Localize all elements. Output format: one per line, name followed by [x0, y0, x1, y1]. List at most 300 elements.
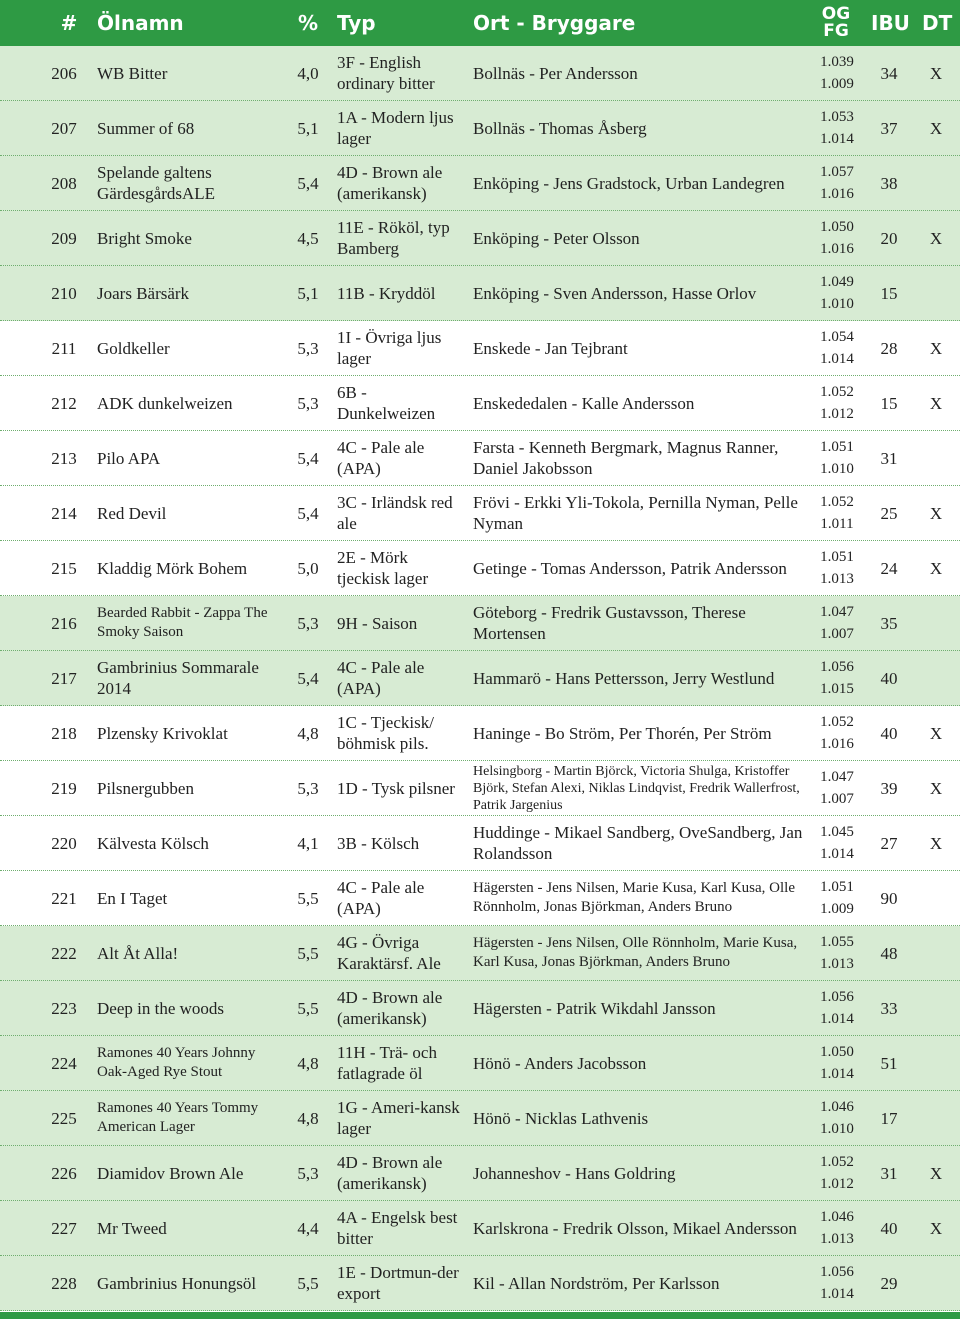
cell-text: 9H - Saison: [337, 613, 418, 633]
beer-name: [97, 981, 287, 1035]
beer-number: [40, 1091, 88, 1145]
table-row: [0, 321, 960, 376]
beer-name: [97, 706, 287, 760]
cell-text: Goldkeller: [97, 338, 170, 358]
header-location-brewer: Ort - Bryggare: [473, 11, 636, 35]
header-fg: FG: [823, 21, 849, 41]
beer-number: [40, 46, 88, 100]
beer-dt-mark: [916, 596, 956, 650]
beer-fg: 1.009: [820, 76, 854, 92]
beer-abv: [288, 816, 328, 870]
cell-text: 4,8: [297, 723, 319, 743]
cell-text: 6B - Dunkelweizen: [337, 383, 436, 423]
cell-text: 216: [51, 613, 77, 633]
cell-text: Hägersten - Patrik Wikdahl Jansson: [473, 998, 716, 1018]
cell-text: Göteborg - Fredrik Gustavsson, Therese Mortensen: [473, 603, 746, 643]
beer-number: [40, 761, 88, 815]
table-row: [0, 1146, 960, 1201]
table-row: [0, 871, 960, 926]
beer-fg: 1.014: [820, 1286, 854, 1302]
cell-text: 226: [51, 1163, 77, 1183]
table-row: [0, 46, 960, 101]
cell-text: 4G - Övriga Karaktärsf. Ale: [337, 933, 441, 973]
header-dt: DT: [922, 11, 953, 35]
cell-text: X: [929, 503, 943, 523]
beer-name: [97, 486, 287, 540]
cell-text: 213: [51, 448, 77, 468]
cell-text: 211: [51, 338, 77, 358]
beer-og: 1.045: [820, 824, 854, 840]
beer-ibu: [868, 46, 910, 100]
beer-name: [97, 1091, 287, 1145]
table-row: [0, 1091, 960, 1146]
beer-og: 1.050: [820, 1044, 854, 1060]
beer-abv: [288, 431, 328, 485]
beer-style: [337, 266, 462, 320]
table-row: [0, 541, 960, 596]
beer-gravity: [812, 376, 862, 430]
cell-text: 5,5: [297, 943, 319, 963]
beer-gravity: [812, 101, 862, 155]
cell-text: 11B - Kryddöl: [337, 283, 436, 303]
table-row: [0, 376, 960, 431]
cell-text: 15: [880, 393, 898, 413]
beer-abv: [288, 1036, 328, 1090]
beer-ibu: [868, 376, 910, 430]
beer-style: [337, 1091, 462, 1145]
beer-og: 1.049: [820, 274, 854, 290]
beer-style: [337, 376, 462, 430]
beer-brewer: [473, 926, 803, 980]
cell-text: 4C - Pale ale (APA): [337, 878, 425, 918]
cell-text: Huddinge - Mikael Sandberg, OveSandberg, Jan Rolandsson: [473, 823, 803, 863]
beer-number: [40, 1036, 88, 1090]
beer-abv: [288, 596, 328, 650]
beer-brewer: [473, 211, 803, 265]
beer-name: [97, 596, 287, 650]
header-og-fg: [818, 0, 854, 46]
beer-number: [40, 486, 88, 540]
beer-abv: [288, 761, 328, 815]
cell-text: 219: [51, 778, 77, 798]
beer-number: [40, 211, 88, 265]
beer-og: 1.047: [820, 769, 854, 785]
cell-text: 51: [880, 1053, 898, 1073]
beer-brewer: [473, 596, 803, 650]
beer-brewer: [473, 871, 803, 925]
beer-style: [337, 321, 462, 375]
cell-text: Enköping - Peter Olsson: [473, 228, 640, 248]
beer-name: [97, 761, 287, 815]
beer-fg: 1.016: [820, 736, 854, 752]
cell-text: 222: [51, 943, 77, 963]
beer-number: [40, 431, 88, 485]
cell-text: 1C - Tjeckisk/ böhmisk pils.: [337, 713, 434, 753]
cell-text: 209: [51, 228, 77, 248]
beer-style: [337, 1146, 462, 1200]
beer-abv: [288, 266, 328, 320]
cell-text: 24: [880, 558, 898, 578]
cell-text: Alt Åt Alla!: [97, 943, 179, 963]
beer-style: [337, 1201, 462, 1255]
cell-text: Bearded Rabbit - Zappa The Smoky Saison: [97, 605, 268, 640]
beer-name: [97, 651, 287, 705]
beer-ibu: [868, 981, 910, 1035]
beer-fg: 1.009: [820, 901, 854, 917]
beer-style: [337, 1256, 462, 1310]
cell-text: 228: [51, 1273, 77, 1293]
cell-text: 223: [51, 998, 77, 1018]
cell-text: 215: [51, 558, 77, 578]
beer-dt-mark: [916, 431, 956, 485]
beer-brewer: [473, 541, 803, 595]
beer-dt-mark: [916, 266, 956, 320]
beer-abv: [288, 486, 328, 540]
cell-text: 224: [51, 1053, 77, 1073]
beer-ibu: [868, 156, 910, 210]
beer-gravity: [812, 156, 862, 210]
cell-text: Summer of 68: [97, 118, 195, 138]
beer-style: [337, 101, 462, 155]
cell-text: 28: [880, 338, 898, 358]
cell-text: 34: [880, 63, 898, 83]
beer-ibu: [868, 541, 910, 595]
cell-text: 29: [880, 1273, 898, 1293]
cell-text: Bright Smoke: [97, 228, 192, 248]
cell-text: 4,8: [297, 1108, 319, 1128]
cell-text: Hönö - Nicklas Lathvenis: [473, 1108, 649, 1128]
cell-text: Hönö - Anders Jacobsson: [473, 1053, 647, 1073]
table-row: [0, 211, 960, 266]
cell-text: 4D - Brown ale (amerikansk): [337, 988, 443, 1028]
beer-fg: 1.011: [820, 516, 854, 532]
cell-text: Pilo APA: [97, 448, 161, 468]
beer-gravity: [812, 1201, 862, 1255]
cell-text: X: [929, 558, 943, 578]
cell-text: En I Taget: [97, 888, 168, 908]
beer-gravity: [812, 541, 862, 595]
beer-number: [40, 266, 88, 320]
beer-dt-mark: [916, 1256, 956, 1310]
header-type: Typ: [337, 11, 376, 35]
beer-name: [97, 1256, 287, 1310]
beer-gravity: [812, 211, 862, 265]
beer-og: 1.051: [820, 439, 854, 455]
cell-text: 5,4: [297, 668, 319, 688]
cell-text: Joars Bärsärk: [97, 283, 190, 303]
beer-gravity: [812, 486, 862, 540]
beer-fg: 1.007: [820, 791, 854, 807]
cell-text: 227: [51, 1218, 77, 1238]
beer-brewer: [473, 761, 803, 815]
beer-ibu: [868, 816, 910, 870]
beer-fg: 1.013: [820, 571, 854, 587]
cell-text: 210: [51, 283, 77, 303]
beer-gravity: [812, 761, 862, 815]
cell-text: X: [929, 393, 943, 413]
cell-text: Ramones 40 Years Tommy American Lager: [97, 1100, 259, 1135]
cell-text: 17: [880, 1108, 898, 1128]
cell-text: Kladdig Mörk Bohem: [97, 558, 248, 578]
beer-ibu: [868, 1146, 910, 1200]
beer-og: 1.051: [820, 549, 854, 565]
beer-dt-mark: [916, 926, 956, 980]
cell-text: Frövi - Erkki Yli-Tokola, Pernilla Nyman, Pelle Nyman: [473, 493, 798, 533]
beer-number: [40, 651, 88, 705]
cell-text: Haninge - Bo Ström, Per Thorén, Per Ström: [473, 723, 772, 743]
header-og: OG: [821, 4, 851, 24]
table-header: [0, 0, 960, 46]
cell-text: 1I - Övriga ljus lager: [337, 328, 442, 368]
cell-text: 5,3: [297, 1163, 319, 1183]
cell-text: X: [929, 778, 943, 798]
beer-brewer: [473, 816, 803, 870]
beer-brewer: [473, 1091, 803, 1145]
beer-brewer: [473, 706, 803, 760]
beer-brewer: [473, 431, 803, 485]
beer-og: 1.052: [820, 1154, 854, 1170]
beer-brewer: [473, 981, 803, 1035]
cell-text: X: [929, 63, 943, 83]
cell-text: X: [929, 1163, 943, 1183]
beer-name: [97, 266, 287, 320]
cell-text: 4,1: [297, 833, 319, 853]
beer-dt-mark: [916, 541, 956, 595]
beer-og: 1.047: [820, 604, 854, 620]
cell-text: 38: [880, 173, 898, 193]
beer-fg: 1.014: [820, 131, 854, 147]
cell-text: Hägersten - Jens Nilsen, Marie Kusa, Karl Kusa, Olle Rönnholm, Jonas Björkman, Anders Bruno: [473, 880, 795, 915]
cell-text: 40: [880, 1218, 898, 1238]
beer-dt-mark: [916, 1201, 956, 1255]
cell-text: 15: [880, 283, 898, 303]
cell-text: Deep in the woods: [97, 998, 225, 1018]
cell-text: 25: [880, 503, 898, 523]
beer-ibu: [868, 321, 910, 375]
beer-ibu: [868, 211, 910, 265]
cell-text: 5,4: [297, 503, 319, 523]
beer-gravity: [812, 1256, 862, 1310]
beer-og: 1.050: [820, 219, 854, 235]
cell-text: 5,4: [297, 448, 319, 468]
cell-text: 5,3: [297, 338, 319, 358]
beer-dt-mark: [916, 156, 956, 210]
beer-gravity: [812, 981, 862, 1035]
beer-og: 1.056: [820, 659, 854, 675]
beer-fg: 1.014: [820, 846, 854, 862]
beer-style: [337, 981, 462, 1035]
beer-dt-mark: [916, 101, 956, 155]
beer-brewer: [473, 266, 803, 320]
beer-brewer: [473, 1146, 803, 1200]
table-row: [0, 926, 960, 981]
beer-og: 1.051: [820, 879, 854, 895]
cell-text: 11E - Rököl, typ Bamberg: [337, 218, 450, 258]
beer-fg: 1.007: [820, 626, 854, 642]
beer-gravity: [812, 816, 862, 870]
beer-name: [97, 541, 287, 595]
beer-number: [40, 321, 88, 375]
table-row: [0, 486, 960, 541]
beer-name: [97, 431, 287, 485]
cell-text: 31: [880, 448, 898, 468]
beer-number: [40, 376, 88, 430]
cell-text: Gambrinius Sommarale 2014: [97, 658, 259, 698]
cell-text: 214: [51, 503, 77, 523]
cell-text: Enköping - Jens Gradstock, Urban Landegren: [473, 173, 785, 193]
beer-ibu: [868, 1091, 910, 1145]
beer-number: [40, 156, 88, 210]
table-row: [0, 981, 960, 1036]
beer-fg: 1.013: [820, 956, 854, 972]
beer-number: [40, 706, 88, 760]
cell-text: X: [929, 723, 943, 743]
beer-og: 1.055: [820, 934, 854, 950]
cell-text: 5,3: [297, 778, 319, 798]
beer-ibu: [868, 871, 910, 925]
cell-text: 5,5: [297, 998, 319, 1018]
cell-text: Ramones 40 Years Johnny Oak-Aged Rye Stout: [97, 1045, 256, 1080]
beer-style: [337, 816, 462, 870]
beer-number: [40, 1256, 88, 1310]
cell-text: Pilsnergubben: [97, 778, 194, 798]
beer-og: 1.039: [820, 54, 854, 70]
beer-fg: 1.015: [820, 681, 854, 697]
beer-name: [97, 926, 287, 980]
beer-og: 1.053: [820, 109, 854, 125]
beer-abv: [288, 926, 328, 980]
beer-ibu: [868, 761, 910, 815]
beer-dt-mark: [916, 651, 956, 705]
beer-gravity: [812, 706, 862, 760]
beer-brewer: [473, 321, 803, 375]
beer-ibu: [868, 1201, 910, 1255]
cell-text: 225: [51, 1108, 77, 1128]
cell-text: Enköping - Sven Andersson, Hasse Orlov: [473, 283, 757, 303]
header-percent: %: [298, 11, 319, 35]
beer-number: [40, 1201, 88, 1255]
beer-ibu: [868, 266, 910, 320]
beer-name: [97, 156, 287, 210]
beer-style: [337, 156, 462, 210]
cell-text: Johanneshov - Hans Goldring: [473, 1163, 676, 1183]
beer-style: [337, 1036, 462, 1090]
beer-style: [337, 871, 462, 925]
beer-style: [337, 486, 462, 540]
beer-dt-mark: [916, 1091, 956, 1145]
cell-text: X: [929, 833, 943, 853]
cell-text: 221: [51, 888, 77, 908]
cell-text: Karlskrona - Fredrik Olsson, Mikael Andersson: [473, 1218, 797, 1238]
cell-text: Red Devil: [97, 503, 167, 523]
cell-text: 5,1: [297, 283, 319, 303]
beer-style: [337, 651, 462, 705]
cell-text: 4,8: [297, 1053, 319, 1073]
beer-number: [40, 596, 88, 650]
beer-ibu: [868, 486, 910, 540]
cell-text: 4A - Engelsk best bitter: [337, 1208, 458, 1248]
cell-text: 48: [880, 943, 898, 963]
beer-abv: [288, 1201, 328, 1255]
cell-text: 212: [51, 393, 77, 413]
cell-text: 4,5: [297, 228, 319, 248]
cell-text: 5,3: [297, 393, 319, 413]
beer-dt-mark: [916, 376, 956, 430]
cell-text: 3C - Irländsk red ale: [337, 493, 453, 533]
beer-abv: [288, 1256, 328, 1310]
cell-text: WB Bitter: [97, 63, 168, 83]
cell-text: 39: [880, 778, 898, 798]
beer-brewer: [473, 156, 803, 210]
beer-fg: 1.012: [820, 406, 854, 422]
cell-text: Hägersten - Jens Nilsen, Olle Rönnholm, Marie Kusa, Karl Kusa, Jonas Björkman, Anders Bruno: [473, 935, 798, 970]
beer-dt-mark: [916, 1146, 956, 1200]
cell-text: X: [929, 228, 943, 248]
cell-text: Enskede - Jan Tejbrant: [473, 338, 628, 358]
beer-fg: 1.013: [820, 1231, 854, 1247]
beer-name: [97, 816, 287, 870]
beer-number: [40, 541, 88, 595]
beer-ibu: [868, 101, 910, 155]
cell-text: Bollnäs - Per Andersson: [473, 63, 638, 83]
beer-ibu: [868, 706, 910, 760]
beer-ibu: [868, 596, 910, 650]
beer-abv: [288, 1146, 328, 1200]
cell-text: 5,4: [297, 173, 319, 193]
beer-og: 1.052: [820, 714, 854, 730]
beer-gravity: [812, 596, 862, 650]
beer-fg: 1.014: [820, 351, 854, 367]
beer-dt-mark: [916, 321, 956, 375]
beer-gravity: [812, 266, 862, 320]
beer-gravity: [812, 431, 862, 485]
cell-text: 2E - Mörk tjeckisk lager: [337, 548, 429, 588]
cell-text: X: [929, 1218, 943, 1238]
cell-text: 37: [880, 118, 898, 138]
beer-number: [40, 101, 88, 155]
beer-brewer: [473, 1036, 803, 1090]
cell-text: 1E - Dortmun-der export: [337, 1263, 459, 1303]
beer-dt-mark: [916, 211, 956, 265]
beer-ibu: [868, 651, 910, 705]
beer-dt-mark: [916, 761, 956, 815]
beer-dt-mark: [916, 871, 956, 925]
beer-abv: [288, 321, 328, 375]
beer-abv: [288, 871, 328, 925]
beer-number: [40, 926, 88, 980]
beer-abv: [288, 541, 328, 595]
cell-text: 40: [880, 668, 898, 688]
cell-text: ADK dunkelweizen: [97, 393, 233, 413]
beer-style: [337, 541, 462, 595]
beer-abv: [288, 376, 328, 430]
cell-text: 33: [880, 998, 898, 1018]
beer-dt-mark: [916, 981, 956, 1035]
beer-fg: 1.014: [820, 1066, 854, 1082]
table-row: [0, 1256, 960, 1311]
beer-ibu: [868, 431, 910, 485]
beer-ibu: [868, 1256, 910, 1310]
cell-text: Bollnäs - Thomas Åsberg: [473, 118, 647, 138]
beer-abv: [288, 981, 328, 1035]
table-row: [0, 816, 960, 871]
beer-style: [337, 706, 462, 760]
beer-og: 1.046: [820, 1099, 854, 1115]
beer-og: 1.054: [820, 329, 854, 345]
cell-text: 20: [880, 228, 898, 248]
beer-number: [40, 871, 88, 925]
cell-text: X: [929, 118, 943, 138]
